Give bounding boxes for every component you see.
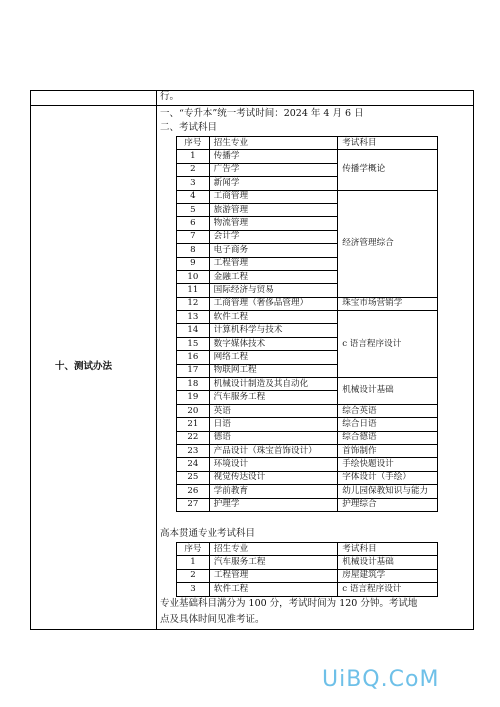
table-header-row [177,137,438,150]
row-subject: 珠宝市场营销学 [338,297,438,310]
row-major: 汽车服务工程 [209,391,338,404]
row-number: 17 [177,364,210,377]
row-subject: 传播学概论 [338,150,438,190]
through-program-table [176,542,438,597]
row-major: 护理学 [209,498,338,511]
section-label: 十、测试办法 [55,361,113,372]
row-major: 物流管理 [209,217,338,230]
row-number: 20 [177,404,210,417]
row-major: 数字媒体技术 [209,337,338,350]
table-row [177,485,438,498]
row-major: 学前教育 [209,485,338,498]
exam-time-line: 一、“专升本”统一考试时间：2024 年 4 月 6 日 [160,108,364,119]
table-row [177,471,438,484]
table-row [177,404,438,417]
row-subject: c 语言程序设计 [338,311,438,378]
row-subject: 机械设计基础 [338,556,438,569]
row-number: 14 [177,324,210,337]
table-row [177,444,438,457]
row-number: 3 [177,177,210,190]
row-number: 7 [177,230,210,243]
exam-subjects-heading: 二、考试科目 [160,122,218,133]
row-subject: 综合英语 [338,404,438,417]
row-major: 传播学 [209,150,338,163]
row-number: 18 [177,378,210,391]
row-number: 5 [177,203,210,216]
header-no: 序号 [177,543,210,556]
row-major: 工程管理 [209,257,338,270]
row-major: 工商管理 [209,190,338,203]
row-number: 9 [177,257,210,270]
table-row [177,418,438,431]
table-row [177,190,438,203]
row-number: 16 [177,351,210,364]
row-number: 11 [177,284,210,297]
row-subject: 综合德语 [338,431,438,444]
footer-line-2: 点及具体时间见准考证。 [160,614,265,625]
row-number: 4 [177,190,210,203]
header-no: 序号 [177,137,210,150]
row-major: 视觉传达设计 [209,471,338,484]
table-row [177,458,438,471]
table-row [177,297,438,310]
row-number: 24 [177,458,210,471]
row-subject: c 语言程序设计 [338,583,438,596]
outer-right-cell-top [157,91,474,106]
row-subject: 房屋建筑学 [338,569,438,582]
row-number: 23 [177,444,210,457]
row-number: 2 [177,569,210,582]
outer-left-cell-top [31,91,157,106]
row-subject: 幼儿园保教知识与能力 [338,485,438,498]
header-subject: 考试科目 [338,543,438,556]
row-major: 机械设计制造及其自动化 [209,378,338,391]
row-subject: 机械设计基础 [338,378,438,405]
row-number: 19 [177,391,210,404]
footer-line-1: 专业基础科目满分为 100 分，考试时间为 120 分钟。考试地 [160,598,418,609]
top-text: 行。 [160,91,180,102]
row-subject: 综合日语 [338,418,438,431]
row-number: 3 [177,583,210,596]
row-number: 25 [177,471,210,484]
row-number: 27 [177,498,210,511]
row-major: 网络工程 [209,351,338,364]
row-major: 软件工程 [209,583,337,596]
table-row [177,583,438,596]
through-program-heading: 高本贯通专业考试科目 [160,528,256,539]
row-major: 计算机科学与技术 [209,324,338,337]
table-row [177,378,438,391]
row-major: 汽车服务工程 [209,556,337,569]
row-major: 物联网工程 [209,364,338,377]
row-major: 国际经济与贸易 [209,284,338,297]
row-number: 12 [177,297,210,310]
row-major: 工程管理 [209,569,337,582]
header-subject: 考试科目 [338,137,438,150]
row-subject: 护理综合 [338,498,438,511]
row-number: 10 [177,270,210,283]
row-number: 13 [177,311,210,324]
row-subject: 经济管理综合 [338,190,438,297]
row-number: 1 [177,150,210,163]
row-subject: 首饰制作 [338,444,438,457]
row-number: 15 [177,337,210,350]
exam-subjects-table [176,136,438,512]
row-major: 环境设计 [209,458,338,471]
table-row [177,311,438,324]
row-major: 会计学 [209,230,338,243]
table-header-row [177,543,438,556]
row-major: 电子商务 [209,244,338,257]
row-number: 26 [177,485,210,498]
row-major: 德语 [209,431,338,444]
row-number: 1 [177,556,210,569]
header-major: 招生专业 [209,137,338,150]
row-major: 日语 [209,418,338,431]
table-row [177,150,438,163]
row-major: 金融工程 [209,270,338,283]
table-row [177,431,438,444]
row-major: 新闻学 [209,177,338,190]
table-row [177,498,438,511]
row-subject: 手绘快题设计 [338,458,438,471]
row-number: 21 [177,418,210,431]
row-major: 广告学 [209,163,338,176]
table-row [177,569,438,582]
row-major: 英语 [209,404,338,417]
row-major: 旅游管理 [209,203,338,216]
watermark: UiBQ.CoM [322,667,440,692]
row-number: 8 [177,244,210,257]
row-major: 软件工程 [209,311,338,324]
row-number: 2 [177,163,210,176]
table-row [177,556,438,569]
row-subject: 字体设计（手绘） [338,471,438,484]
row-number: 22 [177,431,210,444]
row-major: 工商管理（奢侈品管理） [209,297,338,310]
row-major: 产品设计（珠宝首饰设计） [209,444,338,457]
header-major: 招生专业 [209,543,337,556]
row-number: 6 [177,217,210,230]
